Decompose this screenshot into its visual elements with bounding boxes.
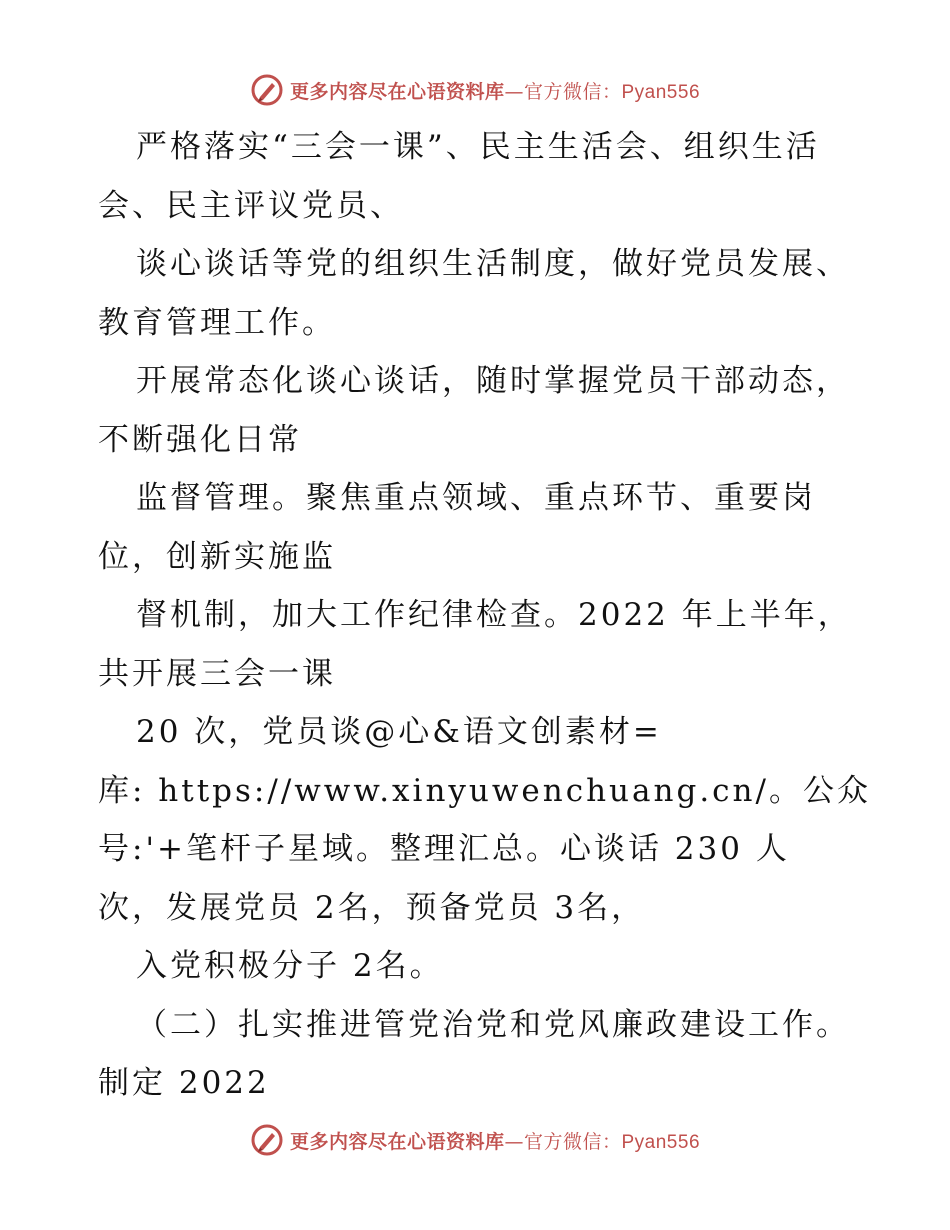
text-line: 号:'+笔杆子星域。整理汇总。心谈话 230 人 <box>98 831 790 867</box>
text-line: 共开展三会一课 <box>98 655 336 692</box>
text-line: 库: https://www.xinyuwenchuang.cn/。公众 <box>98 772 871 809</box>
watermark-sub-text: 官方微信： <box>523 80 622 103</box>
watermark-wechat-id: Pyan556 <box>621 1131 701 1153</box>
text-line: 开展常态化谈心谈话，随时掌握党员干部动态， <box>136 363 850 399</box>
text-line: 位，创新实施监 <box>98 538 336 575</box>
watermark-main-text: 更多内容尽在心语资料库 <box>289 1130 505 1153</box>
footer-watermark <box>0 1122 950 1158</box>
text-line: 会、民主评议党员、 <box>98 187 404 224</box>
watermark-dash: — <box>504 1130 524 1153</box>
pen-logo-icon <box>250 73 284 107</box>
text-line: 不断强化日常 <box>98 421 302 458</box>
watermark-sub-text: 官方微信： <box>523 1130 622 1153</box>
text-line: 入党积极分子 2名。 <box>136 948 444 984</box>
text-line: 制定 2022 <box>98 1065 270 1101</box>
watermark-wechat-id: Pyan556 <box>621 81 701 103</box>
text-line: 谈心谈话等党的组织生活制度，做好党员发展、 <box>136 246 850 282</box>
text-line: 严格落实“三会一课”、民主生活会、组织生活 <box>136 129 820 165</box>
pen-logo-icon <box>250 1123 284 1157</box>
header-watermark <box>0 72 950 108</box>
text-line: （二）扎实推进管党治党和党风廉政建设工作。 <box>136 1006 850 1043</box>
text-line: 教育管理工作。 <box>98 304 336 341</box>
body-text <box>98 118 871 1113</box>
watermark-main-text: 更多内容尽在心语资料库 <box>289 80 505 103</box>
text-line: 监督管理。聚焦重点领域、重点环节、重要岗 <box>136 480 816 516</box>
watermark-dash: — <box>504 80 524 103</box>
text-line: 次，发展党员 2名，预备党员 3名， <box>98 889 646 926</box>
text-line: 20 次，党员谈@心&语文创素材= <box>136 714 662 750</box>
text-line: 督机制，加大工作纪律检查。2022 年上半年， <box>136 597 852 633</box>
